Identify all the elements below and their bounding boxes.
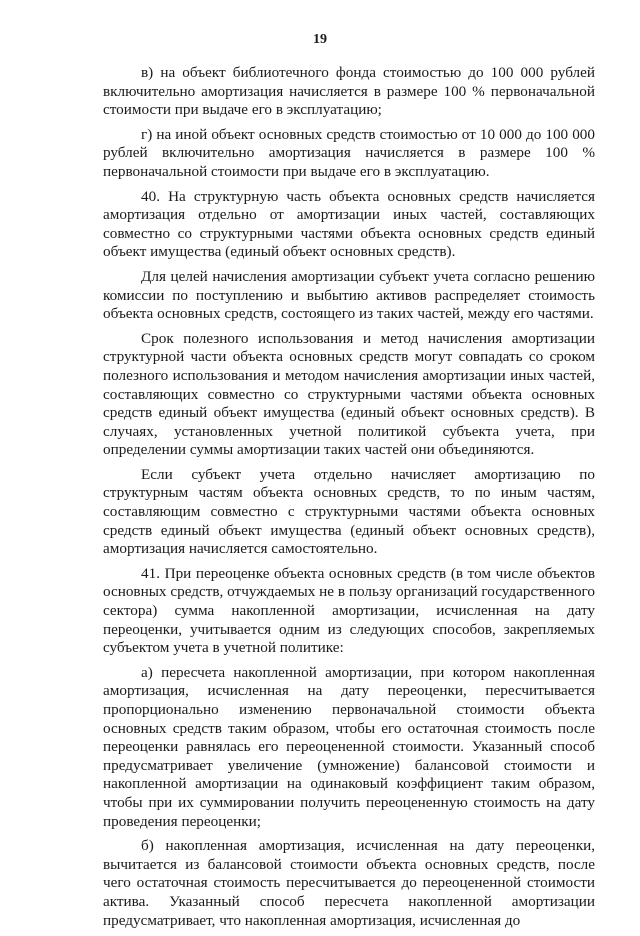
paragraph-41-b: б) накопленная амортизация, исчисленная на дату переоценки, вычитается из балансовой стоимости объекта основных средств, после чего остаточная стоимость пересчитывается до переоцененной стоимости актива. Указанный способ пересчета накопленной амортизации предусматривает, что накопленная амортизация, исчисленная до <box>103 837 595 929</box>
paragraph-41-a: а) пересчета накопленной амортизации, при котором накопленная амортизация, исчисленная на дату переоценки, пересчитывается пропорционально изменению первоначальной стоимости объекта основных средств таким образом, чтобы его остаточная стоимость после переоценки равнялась его переоцененной стоимости. Указанный способ предусматривает увеличение (умножение) балансовой стоимости и накопленной амортизации на одинаковый коэффициент таким образом, чтобы при их суммировании получить переоцененную стоимость на дату проведения переоценки; <box>103 663 595 830</box>
document-body <box>103 64 595 936</box>
paragraph-v: в) на объект библиотечного фонда стоимостью до 100 000 рублей включительно амортизация начисляется в размере 100 % первоначальной стоимости при выдаче его в эксплуатацию; <box>103 64 595 119</box>
page-number: 19 <box>313 32 327 47</box>
paragraph-41: 41. При переоценке объекта основных средств (в том числе объектов основных средств, отчуждаемых не в пользу организаций государственного сектора) сумма накопленной амортизации, исчисленная на дату переоценки, учитывается одним из следующих способов, закрепляемых субъектом учета в учетной политике: <box>103 564 595 657</box>
paragraph-40-separate-depreciation: Если субъект учета отдельно начисляет амортизацию по структурным частям объекта основных средств, то по иным частям, составляющим совместно с структурными частями объекта основных средств единый объект имущества (единый объект основных средств), амортизация начисляется самостоятельно. <box>103 465 595 558</box>
paragraph-40-useful-life: Срок полезного использования и метод начисления амортизации структурной части объекта основных средств могут совпадать со сроком полезного использования и методом начисления амортизации иных частей, составляющих совместно со структурными частями объекта основных средств единый объект имущества (единый объект основных средств). В случаях, установленных учетной политикой субъекта учета, при определении суммы амортизации таких частей они объединяются. <box>103 329 595 459</box>
paragraph-g: г) на иной объект основных средств стоимостью от 10 000 до 100 000 рублей включительно амортизация начисляется в размере 100 % первоначальной стоимости при выдаче его в эксплуатацию. <box>103 125 595 180</box>
paragraph-40-distribution: Для целей начисления амортизации субъект учета согласно решению комиссии по поступлению и выбытию активов распределяет стоимость объекта основных средств, состоящего из таких частей, между его частями. <box>103 267 595 323</box>
paragraph-40: 40. На структурную часть объекта основных средств начисляется амортизация отдельно от амортизации иных частей, составляющих совместно со структурными частями объекта основных средств единый объект имущества (единый объект основных средств). <box>103 187 595 261</box>
